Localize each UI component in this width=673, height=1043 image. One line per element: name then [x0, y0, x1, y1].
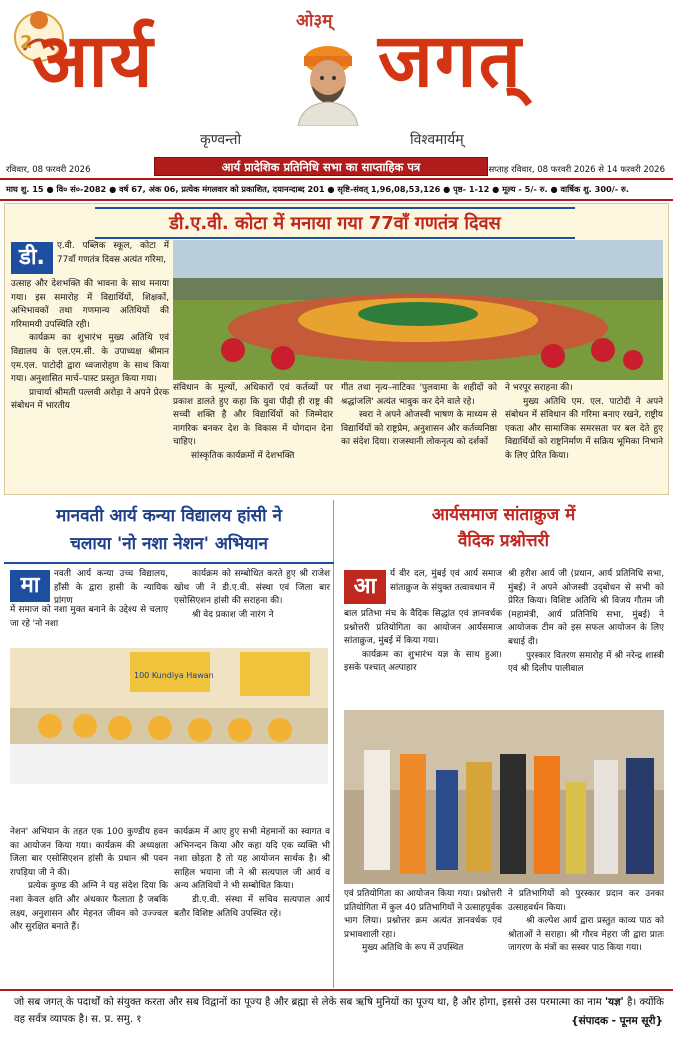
- motto-left: कृण्वन्तो: [200, 132, 242, 148]
- divider-rule: [0, 178, 673, 180]
- paragraph: ने प्रतिभागियों को पुरस्कार प्रदान कर उनका उत्साहवर्धन किया।: [508, 889, 664, 913]
- article-column: [508, 888, 664, 956]
- havan-ceremony-photo: [10, 648, 328, 784]
- quote-text: है। क्योंकि वह सर्वत्र व्यापक है। स. प्र. समु. १: [14, 997, 664, 1025]
- paragraph: नेशन' अभियान के तहत एक 100 कुण्डीय हवन का आयोजन किया गया। कार्यक्रम की अध्यक्षता जिला बार एसोसिएशन हांसी के प्रधान श्री पवन रापड़िया जी ने की।: [10, 827, 168, 878]
- divider-rule: [0, 989, 673, 991]
- paragraph: कार्यक्रम का शुभारंभ मुख्य अतिथि एवं विद्यालय के एल.एम.सी. के उपाध्यक्ष श्रीमान एम.एल. पाटोदी द्वारा ध्वजारोहण के साथ किया गया। अनुशासित मार्च–पास्ट प्रस्तुत किया गया।: [11, 333, 169, 385]
- issue-details-line: माघ शु. 15 ● वि० सं०-2082 ● वर्ष 67, अंक 06, प्रत्येक मंगलवार को प्रकाशित, दयानन्दाब्द 201 ● सृष्टि-संवत् 1,96,08,53,126 ● पृष्ठ- 1-12 ● मूल्य - 5/- रु. ● वार्षिक शु. 300/- रु.: [6, 184, 629, 194]
- paragraph: श्री कल्पेश आर्य द्वारा प्रस्तुत काव्य पाठ को श्रोताओं ने सराहा। श्री गौरव मेहरा जी द्वारा प्रातः जागरण के मंत्रों का सस्वर पाठ किया गया।: [508, 916, 664, 954]
- masthead-title-right: जगत्: [378, 18, 523, 104]
- paragraph: गीत तथा नृत्य–नाटिका 'पुलवामा के शहीदों को श्रद्धांजलि' अत्यंत भावुक कर देने वाले रहे।: [341, 383, 497, 407]
- article-santacruz-quiz: [338, 500, 669, 988]
- paragraph: श्री वेद प्रकाश जी नारंग ने: [192, 609, 274, 620]
- week-range: सप्ताह रविवार, 08 फरवरी 2026 से 14 फरवरी 2026: [488, 165, 665, 175]
- article-column: [344, 888, 502, 956]
- issue-date: रविवार, 08 फरवरी 2026: [6, 165, 91, 175]
- paragraph: मुख्य अतिथि एम. एल. पाटोदी ने अपने संबोधन में संविधान की गरिमा बनाए रखने, राष्ट्रीय एकता और सामाजिक समरसता पर बल देते हुए विद्यार्थियों को राष्ट्रनिर्माण में सक्रिय भूमिका निभाने के लिए प्रेरित किया।: [505, 396, 663, 461]
- dropcap: डी.: [11, 242, 53, 274]
- founder-portrait: [282, 30, 374, 126]
- paragraph: ने भरपूर सराहना की।: [505, 383, 573, 393]
- quiz-prize-photo: [344, 710, 664, 884]
- svg-text:2: 2: [20, 32, 33, 53]
- article-column: [344, 608, 502, 676]
- paragraph: एवं प्रतियोगिता का आयोजन किया गया। प्रश्नोत्तरी प्रतियोगिता में कुल 40 प्रतिभागियों ने उत्साहपूर्वक भाग लिया। प्रश्नोत्तर क्रम अत्यंत ज्ञानवर्धक एवं प्रभावशाली रहा।: [344, 889, 502, 940]
- article-hansi-no-nasha: [4, 500, 334, 988]
- paragraph: प्राचार्या श्रीमती पल्लवी अरोड़ा ने अपने प्रेरक संबोधन में भारतीय: [11, 387, 169, 412]
- article-text: ए.वी. पब्लिक स्कूल, कोटा में 77वाँ गणतंत्र दिवस अत्यंत गरिमा,: [57, 241, 169, 265]
- dropcap: आ: [344, 570, 386, 604]
- paragraph: कार्यक्रम में आए हुए सभी मेहमानों का स्वागत व अभिनन्दन किया और कहा यदि एक व्यक्ति भी नशा छोड़ता है तो यह आयोजन सार्थक है। श्री साहिल भयाना जी ने श्री सत्यपाल जी आर्य व अन्य अतिथियों ने भी सम्बोधित किया।: [174, 827, 330, 892]
- article-column: [11, 278, 169, 414]
- republic-day-dance-photo: [173, 240, 663, 380]
- divider-rule: [0, 199, 673, 201]
- editor-credit: {संपादक - पूनम सूरी}: [571, 1015, 663, 1027]
- paragraph: डी.ए.वी. संस्था में सचिव सत्यपाल आर्य बतौर विशिष्ट अतिथि उपस्थित रहे।: [174, 894, 330, 919]
- article-text: नवती आर्य कन्या उच्च विद्यालय, हाँसी के द्वारा हासी के न्यायिक प्रांगण: [54, 569, 168, 607]
- article-column: [505, 382, 663, 464]
- article-dav-kota: [4, 203, 669, 495]
- paragraph: पुरस्कार वितरण समारोह में श्री नरेन्द्र शास्त्री एवं श्री दिलीप पालीवाल: [508, 650, 664, 675]
- article-column: [174, 568, 330, 622]
- headline-line: मानवती आर्य कन्या विद्यालय हांसी ने: [56, 506, 282, 526]
- banner-text: 100 Kundiya Hawan: [134, 671, 214, 680]
- headline-line: आर्यसमाज सांताक्रुज में: [431, 505, 576, 525]
- article-column: [341, 382, 497, 450]
- dropcap: मा: [10, 570, 50, 602]
- headline-line: वैदिक प्रश्नोत्तरी: [457, 531, 550, 551]
- publication-subtitle: आर्य प्रादेशिक प्रतिनिधि सभा का साप्ताहिक पत्र: [154, 157, 488, 176]
- motto-right: विश्वमार्यम्: [410, 132, 464, 148]
- paragraph: संविधान के मूल्यों, अधिकारों एवं कर्तव्यों पर प्रकाश डालते हुए कहा कि युवा पीढ़ी ही राष्ट्र की सच्ची शक्ति है और विद्यार्थियों को जिम्मेदार नागरिक बनकर देश के विकास में योगदान देना चाहिए।: [173, 383, 333, 448]
- quote-text: जो सब जगत् के पदार्थों को संयुक्त करता और सब विद्वानों का पूज्य है और ब्रह्मा से लेके सब ऋषि मुनियों का पूज्य था, है और होगा, इससे उस परमात्मा का नाम: [14, 997, 602, 1008]
- paragraph: मुख्य अतिथि के रूप में उपस्थित: [362, 943, 464, 954]
- article-headline: डी.ए.वी. कोटा में मनाया गया 77वाँ गणतंत्र दिवस: [95, 207, 575, 239]
- masthead-title-left: आर्य: [32, 18, 155, 104]
- article-column: [174, 826, 330, 921]
- article-column: [173, 382, 333, 464]
- paragraph: स्वरा ने अपने ओजस्वी भाषण के माध्यम से विद्यार्थियों को राष्ट्रप्रेम, अनुशासन और कर्तव्यनिष्ठा का संदेश दिया। राजस्थानी लोकनृत्य को दर्शकों: [341, 410, 497, 448]
- paragraph: बाल प्रतिभा मंच के वैदिक सिद्धांत एवं ज्ञानवर्धक प्रश्नोत्तरी प्रतियोगिता का आयोजन आर्यसमाज सांताक्रुज, मुंबई में किया गया।: [344, 609, 502, 647]
- om-symbol: ओ३म्: [296, 11, 333, 31]
- article-text: में समाज को नशा मुक्त बनाने के उद्देश्य से चलाए जा रहे 'नो नशा: [10, 605, 168, 629]
- paragraph: कार्यक्रम का शुभारंभ यज्ञ के साथ हुआ। इसके पश्चात् अल्पाहार: [344, 649, 502, 674]
- quote-emphasis: 'यज्ञ': [604, 997, 624, 1008]
- paragraph: श्री हरीश आर्य जी (प्रधान, आर्य प्रतिनिधि सभा, मुंबई) ने अपने ओजस्वी उद्‌बोधन से सभी को प्रेरित किया। विशिष्ट अतिथि श्री विजय गौतम जी (महामंत्री, आर्य प्रतिनिधि सभा, मुंबई) ने आयोजक टीम को इस सफल आयोजन के लिए बधाई दी।: [508, 569, 664, 647]
- divider-rule: [4, 562, 334, 564]
- article-text: र्य वीर दल, मुंबई एवं आर्य समाज सांताक्रुज के संयुक्त तत्वावधान में: [390, 569, 502, 593]
- article-headline: [8, 502, 330, 558]
- paragraph: प्रत्येक कुण्ड की अग्नि ने यह संदेश दिया कि नशा केवल क्षति और अंधकार फैलाता है जबकि लक्ष्य, अनुशासन और मेहनत जीवन को उज्ज्वल और सुरक्षित बनाते हैं।: [10, 881, 168, 933]
- article-headline: [342, 502, 665, 554]
- paragraph: कार्यक्रम को सम्बोधित करते हुए श्री राजेश खोथ जी ने डी.ए.वी. संस्था एवं जिला बार एसोसिएशन हांसी की सराहना की।: [174, 569, 330, 607]
- article-column: [508, 568, 664, 677]
- article-column: [10, 826, 168, 935]
- headline-line: चलाया 'नो नशा नेशन' अभियान: [70, 534, 268, 554]
- paragraph: उत्साह और देशभक्ति की भावना के साथ मनाया गया। इस समारोह में विद्यार्थियों, शिक्षकों, अभिभावकों तथा गणमान्य अतिथियों की गरिमामयी उपस्थिति रही।: [11, 279, 169, 330]
- paragraph: सांस्कृतिक कार्यक्रमों में देशभक्ति: [191, 450, 295, 461]
- footer-quote: [14, 994, 664, 1028]
- masthead: [0, 0, 673, 156]
